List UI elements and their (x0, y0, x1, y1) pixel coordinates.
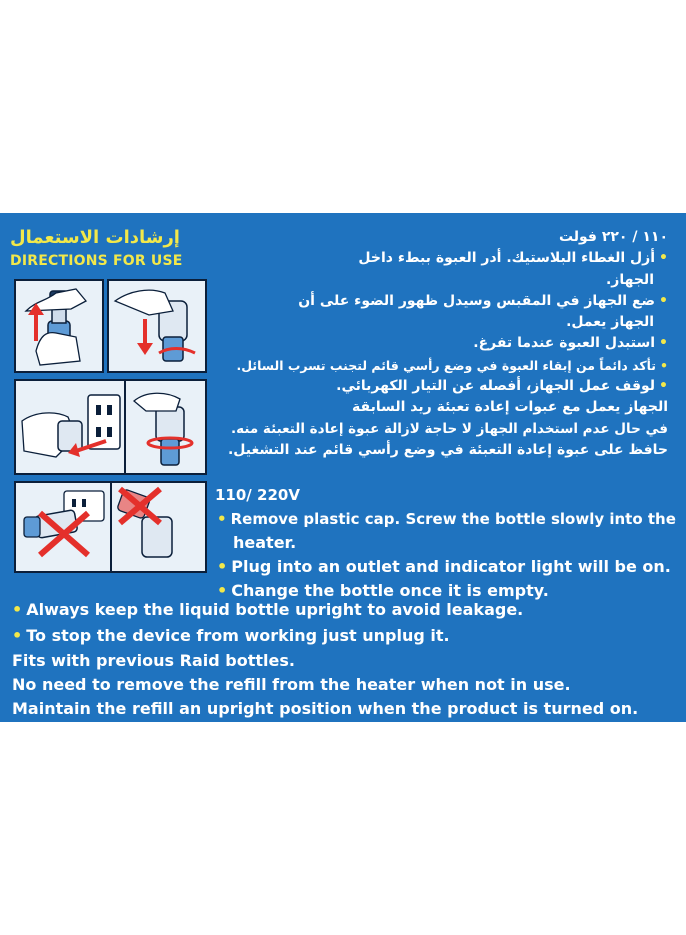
english-item: • Remove plastic cap. Screw the bottle slowly into the (217, 510, 676, 528)
english-item: No need to remove the refill from the heater when not in use. (12, 675, 571, 694)
bullet-dot: • (217, 581, 228, 600)
english-item: Fits with previous Raid bottles. (12, 651, 295, 670)
arabic-directions (228, 227, 668, 461)
directions-panel (0, 213, 686, 722)
bullet-dot: • (659, 335, 668, 352)
bullet-dot: • (12, 626, 23, 645)
illustration-remove-cap (14, 279, 104, 373)
arabic-line: •استبدل العبوة عندما تفرغ. (473, 335, 668, 352)
bullet-dot: • (217, 510, 227, 528)
bullet-dot: • (659, 292, 668, 309)
english-item: • Plug into an outlet and indicator light will be on. (217, 557, 671, 576)
illustration-plug-in (14, 379, 207, 475)
illustration-do-not (14, 481, 207, 573)
bullet-dot: • (659, 250, 668, 267)
arabic-line: الجهاز يعمل. (566, 314, 654, 331)
arabic-line: الجهاز. (605, 271, 654, 288)
title-arabic: إرشادات الاستعمال (10, 227, 180, 248)
english-item: heater. (233, 533, 297, 552)
illustration-screw-bottle (107, 279, 207, 373)
arabic-line: •تأكد دائماً من إبقاء العبوة في وضع رأسي قائم لتجنب تسرب السائل. (236, 357, 668, 373)
english-item: Maintain the refill an upright position when the product is turned on. (12, 699, 639, 718)
bullet-dot: • (660, 357, 668, 373)
english-voltage: 110/ 220V (215, 486, 300, 504)
title-english: DIRECTIONS FOR USE (10, 253, 183, 269)
arabic-line: في حال عدم استخدام الجهاز لا حاجة لازالة عبوة إعادة التعبئة منه. (231, 420, 668, 437)
english-item: • Always keep the liquid bottle upright to avoid leakage. (12, 600, 524, 619)
arabic-line: •أزل الغطاء البلاستيك. أدر العبوة ببطء داخل (358, 250, 668, 267)
english-item: • To stop the device from working just unplug it. (12, 626, 450, 645)
arabic-line: حافظ على عبوة إعادة التعبئة في وضع رأسي قائم عند التشغيل. (227, 441, 668, 458)
english-item: • Change the bottle once it is empty. (217, 581, 549, 600)
arabic-line: •لوقف عمل الجهاز، أفصله عن التيار الكهربائي. (336, 378, 668, 395)
bullet-dot: • (12, 600, 23, 619)
arabic-line: •ضع الجهاز في المقبس وسيدل ظهور الضوء على أن (298, 292, 668, 309)
bullet-dot: • (659, 378, 668, 395)
bullet-dot: • (217, 557, 228, 576)
arabic-line: الجهاز يعمل مع عبوات إعادة تعبئة ريد السابقة (352, 399, 668, 416)
arabic-voltage: ١١٠ / ٢٢٠ فولت (558, 229, 668, 245)
